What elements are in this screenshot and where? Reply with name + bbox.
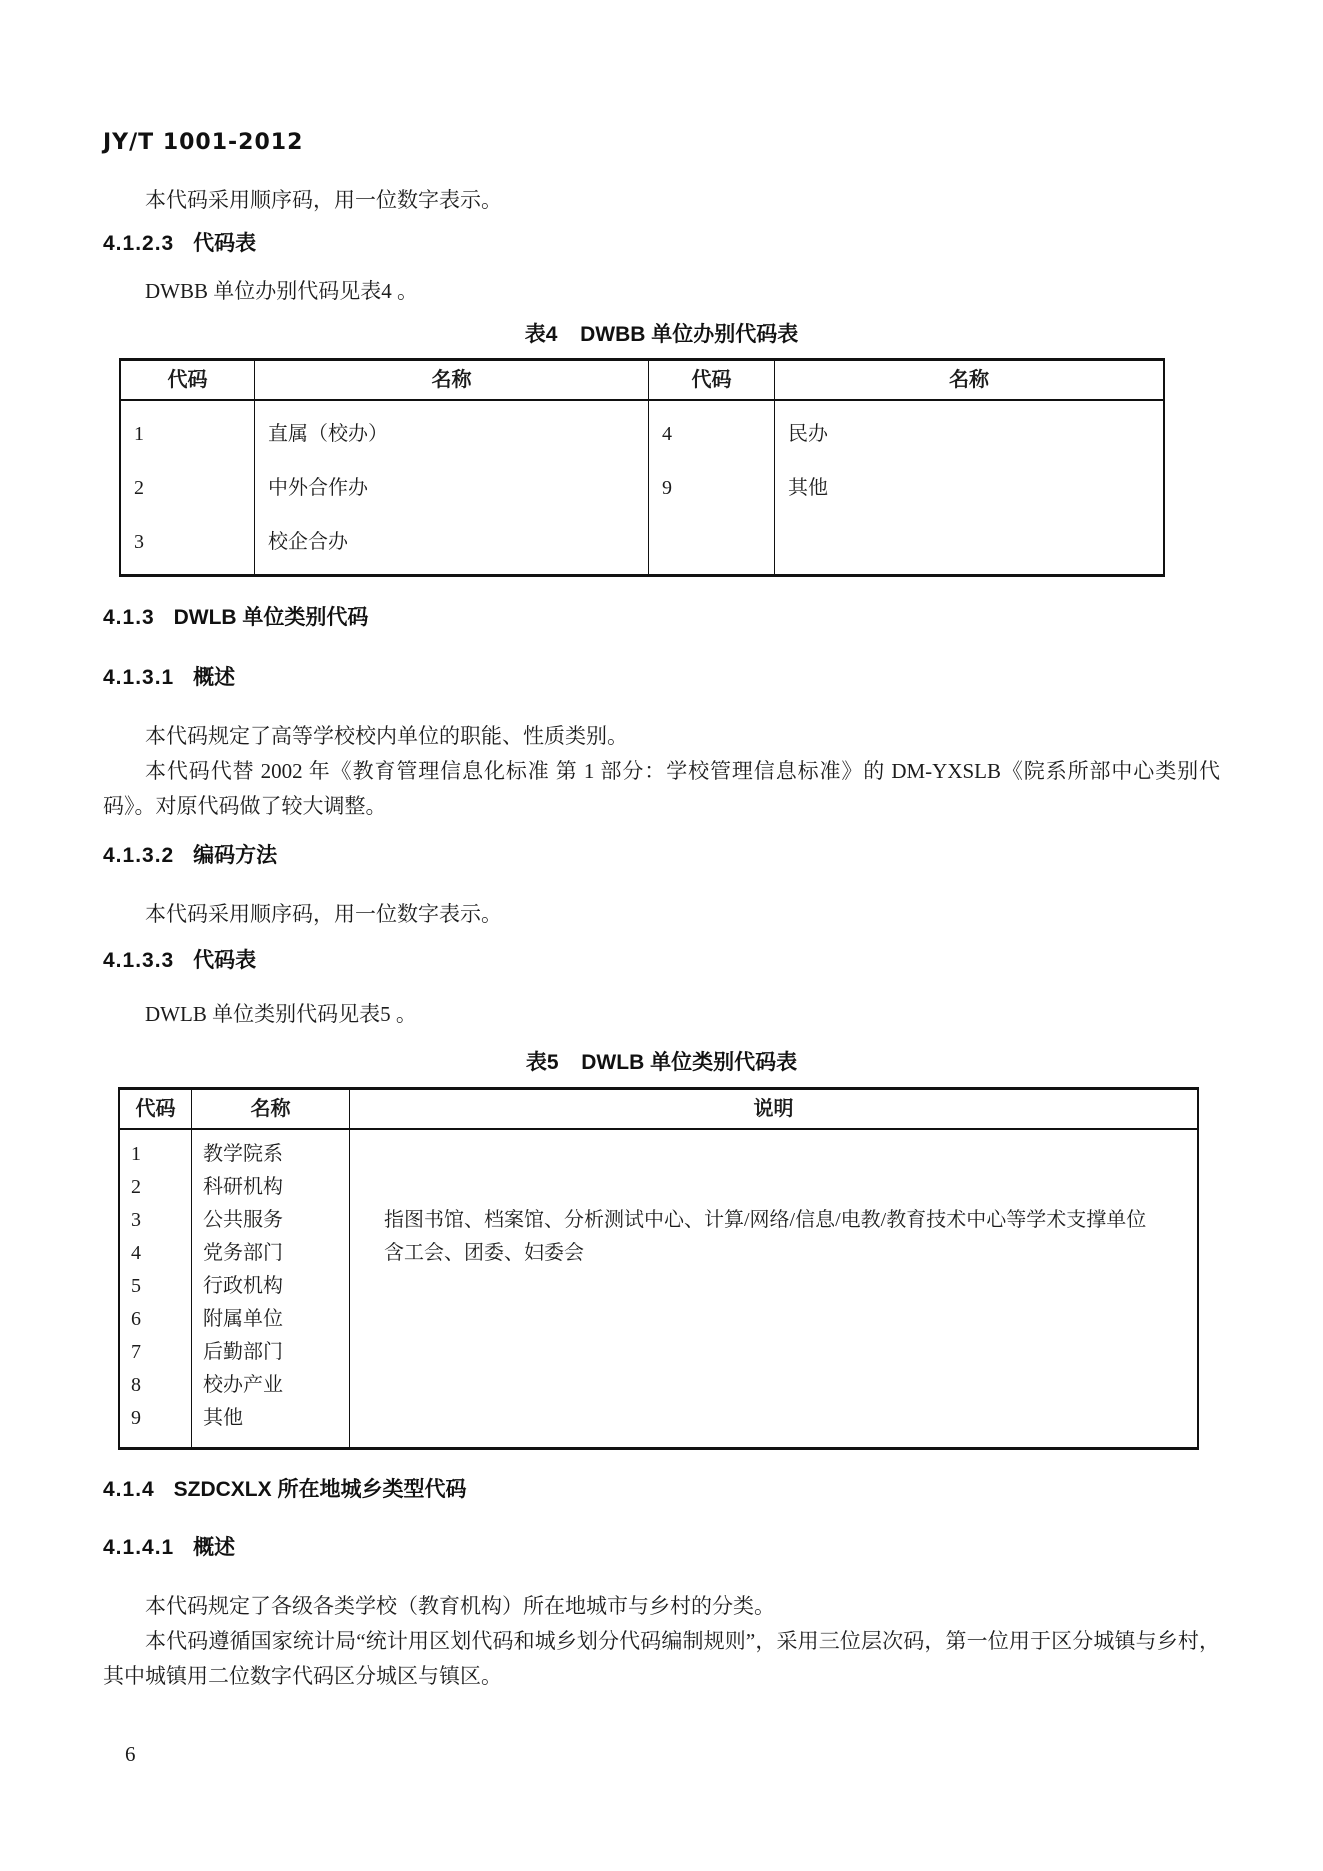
heading-number: 4.1.3.2 [103, 844, 175, 867]
table5-header-name: 名称 [192, 1090, 350, 1128]
table4-dwbb-codes [119, 358, 1165, 577]
table-cell: 5 [131, 1275, 141, 1297]
table-cell: 9 [131, 1407, 141, 1429]
table-cell: 1 [131, 1143, 141, 1165]
table-cell: 其他 [203, 1407, 243, 1429]
table-cell: 公共服务 [203, 1209, 283, 1231]
heading-4-1-3-2 [103, 842, 1220, 870]
table4-col-names-left [255, 401, 649, 574]
table4-caption-number: 表4 [524, 323, 558, 346]
para-encoding-method-dwbb: 本代码采用顺序码，用一位数字表示。 [145, 188, 502, 212]
table-cell: 附属单位 [203, 1308, 283, 1330]
table-cell: 4 [662, 423, 672, 445]
table5-col-notes [350, 1130, 1197, 1447]
para-szdcxlx-scope: 本代码规定了各级各类学校（教育机构）所在地城市与乡村的分类。 [145, 1594, 775, 1618]
doc-code: JY/T 1001-2012 [103, 130, 304, 155]
table5-caption [103, 1049, 1220, 1077]
table5-header-row [120, 1090, 1197, 1130]
table-cell: 2 [134, 477, 144, 499]
para-table5-reference: DWLB 单位类别代码见表5 。 [145, 1002, 417, 1026]
table5-header-code: 代码 [120, 1090, 192, 1128]
table-cell: 7 [131, 1341, 141, 1363]
table-cell: 直属（校办） [268, 423, 388, 445]
table4-header-name-left: 名称 [255, 361, 649, 399]
para-dwlb-replaces: 本代码代替 2002 年《教育管理信息化标准 第 1 部分：学校管理信息标准》的 DM-YXSLB《院系所部中心类别代码》。对原代码做了较大调整。 [103, 759, 1220, 818]
heading-title: 代码表 [193, 232, 257, 255]
heading-number: 4.1.2.3 [103, 232, 175, 255]
para-table4-reference: DWBB 单位办别代码见表4 。 [145, 279, 418, 303]
table4-header-row [121, 361, 1163, 401]
table-cell: 4 [131, 1242, 141, 1264]
table4-col-codes-right [649, 401, 775, 574]
table5-caption-title: DWLB 单位类别代码表 [581, 1051, 798, 1074]
table-cell: 民办 [788, 423, 828, 445]
table-cell [350, 1369, 1197, 1402]
heading-number: 4.1.3.1 [103, 666, 175, 689]
table-cell: 3 [131, 1209, 141, 1231]
page-number: 6 [125, 1742, 136, 1766]
heading-title: 编码方法 [193, 844, 278, 867]
table5-col-names [192, 1130, 350, 1447]
table-cell [350, 1402, 1197, 1435]
table5-header-note: 说明 [753, 1098, 794, 1120]
table-cell: 教学院系 [203, 1143, 283, 1165]
table-cell [350, 1138, 1197, 1171]
table4-col-codes-left [121, 401, 255, 574]
table5-dwlb-codes [118, 1087, 1199, 1450]
heading-4-1-4 [103, 1476, 1220, 1504]
table-cell [350, 1336, 1197, 1369]
table-cell [350, 1303, 1197, 1336]
table-cell: 校企合办 [268, 531, 348, 553]
table-cell: 1 [134, 423, 144, 445]
table4-header-name-right: 名称 [949, 369, 989, 391]
heading-4-1-2-3 [103, 230, 1220, 258]
heading-4-1-3-1 [103, 664, 1220, 692]
table-cell: 含工会、团委、妇委会 [384, 1242, 584, 1264]
heading-number: 4.1.4 [103, 1478, 155, 1501]
table5-body [120, 1130, 1197, 1447]
table4-caption [103, 321, 1220, 349]
table-cell: 指图书馆、档案馆、分析测试中心、计算/网络/信息/电教/教育技术中心等学术支撑单位 [384, 1209, 1147, 1231]
table-cell [350, 1171, 1197, 1204]
table-cell: 2 [131, 1176, 141, 1198]
heading-title: DWLB 单位类别代码 [173, 606, 369, 629]
table4-col-names-right [775, 401, 1163, 574]
heading-4-1-4-1 [103, 1534, 1220, 1562]
heading-title: 概述 [193, 666, 236, 689]
table4-caption-title: DWBB 单位办别代码表 [580, 323, 799, 346]
para-szdcxlx-rules: 本代码遵循国家统计局“统计用区划代码和城乡划分代码编制规则”，采用三位层次码，第一位用于区分城镇与乡村，其中城镇用二位数字代码区分城区与镇区。 [103, 1629, 1220, 1688]
table-cell: 后勤部门 [203, 1341, 283, 1363]
heading-number: 4.1.4.1 [103, 1536, 175, 1559]
table-cell: 3 [134, 531, 144, 553]
table-cell [649, 515, 774, 569]
table-cell: 8 [131, 1374, 141, 1396]
table5-caption-number: 表5 [525, 1051, 559, 1074]
table-cell [775, 515, 1163, 569]
heading-title: SZDCXLX 所在地城乡类型代码 [173, 1478, 467, 1501]
table-cell: 党务部门 [203, 1242, 283, 1264]
table-cell: 中外合作办 [268, 477, 368, 499]
table-cell: 6 [131, 1308, 141, 1330]
table-cell: 行政机构 [203, 1275, 283, 1297]
heading-title: 代码表 [193, 949, 257, 972]
heading-number: 4.1.3 [103, 606, 155, 629]
heading-title: 概述 [193, 1536, 236, 1559]
para-dwlb-scope: 本代码规定了高等学校校内单位的职能、性质类别。 [145, 724, 628, 748]
table-cell: 科研机构 [203, 1176, 283, 1198]
heading-4-1-3-3 [103, 947, 1220, 975]
table4-header-code-left: 代码 [121, 361, 255, 399]
table5-col-codes [120, 1130, 192, 1447]
table-cell: 其他 [788, 477, 828, 499]
heading-4-1-3 [103, 604, 1220, 632]
table-cell: 校办产业 [203, 1374, 283, 1396]
para-encoding-method-dwlb: 本代码采用顺序码，用一位数字表示。 [145, 902, 502, 926]
table-cell: 9 [662, 477, 672, 499]
table4-body [121, 401, 1163, 574]
table4-header-code-right: 代码 [649, 361, 775, 399]
heading-number: 4.1.3.3 [103, 949, 175, 972]
table-cell [350, 1270, 1197, 1303]
